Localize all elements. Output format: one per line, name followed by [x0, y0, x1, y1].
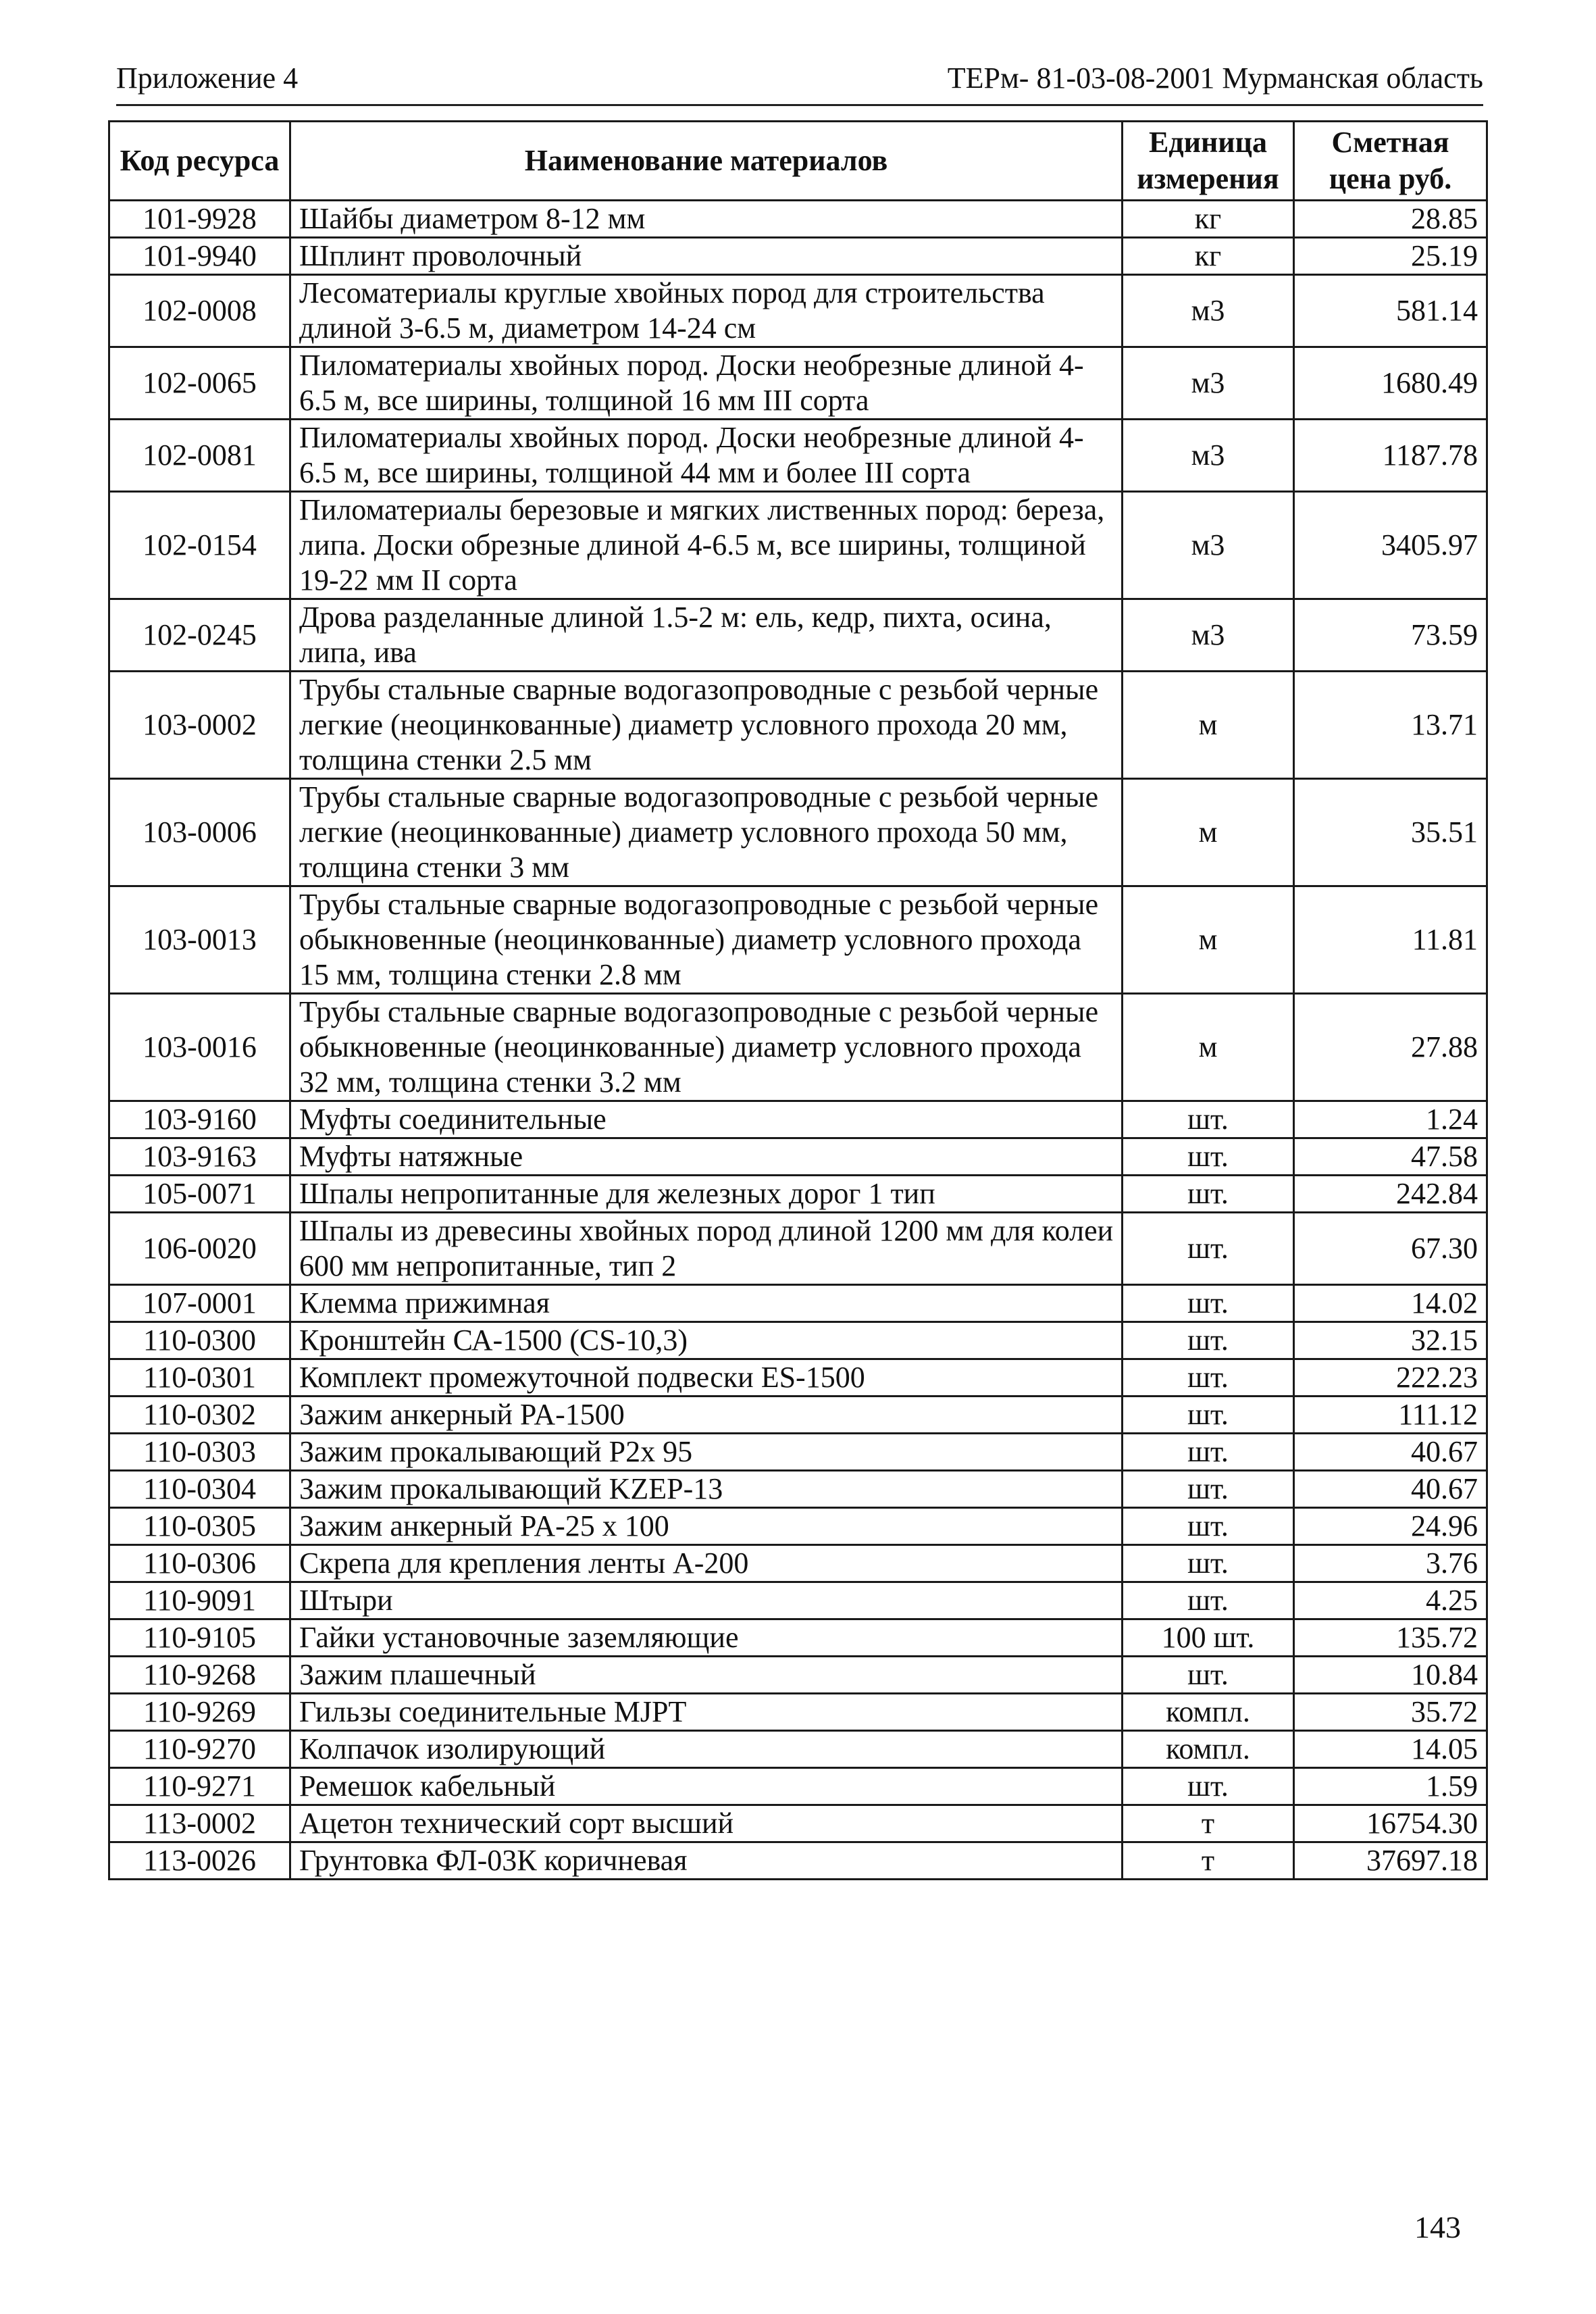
table-row [109, 1176, 1487, 1213]
table-row [109, 1285, 1487, 1322]
table-row [109, 1582, 1487, 1619]
unit-cell: м3 [1123, 420, 1294, 492]
unit-cell: м [1123, 672, 1294, 779]
table-row [109, 1397, 1487, 1434]
unit-cell: шт. [1123, 1285, 1294, 1322]
price-cell: 4.25 [1294, 1582, 1487, 1619]
price-cell: 40.67 [1294, 1434, 1487, 1471]
price-cell: 222.23 [1294, 1359, 1487, 1397]
unit-cell: компл. [1123, 1731, 1294, 1768]
unit-cell: т [1123, 1842, 1294, 1880]
unit-cell: шт. [1123, 1582, 1294, 1619]
unit-cell: шт. [1123, 1322, 1294, 1359]
material-name-cell: Зажим анкерный PA-25 x 100 [290, 1508, 1123, 1545]
resource-code-cell: 103-0016 [109, 994, 290, 1101]
material-name-cell: Гильзы соединительные MJPT [290, 1694, 1123, 1731]
material-name-cell: Колпачок изолирующий [290, 1731, 1123, 1768]
unit-cell: шт. [1123, 1138, 1294, 1176]
table-row [109, 886, 1487, 994]
price-cell: 28.85 [1294, 201, 1487, 238]
material-name-cell: Клемма прижимная [290, 1285, 1123, 1322]
resource-code-cell: 110-0302 [109, 1397, 290, 1434]
resource-code-cell: 110-9269 [109, 1694, 290, 1731]
table-row [109, 672, 1487, 779]
unit-cell: м [1123, 886, 1294, 994]
table-row [109, 1213, 1487, 1285]
table-row [109, 1805, 1487, 1842]
material-name-cell: Шплинт проволочный [290, 238, 1123, 275]
unit-cell: шт. [1123, 1768, 1294, 1805]
resource-code-cell: 113-0002 [109, 1805, 290, 1842]
unit-cell: шт. [1123, 1508, 1294, 1545]
resource-code-cell: 101-9928 [109, 201, 290, 238]
material-name-cell: Ремешок кабельный [290, 1768, 1123, 1805]
material-name-cell: Дрова разделанные длиной 1.5-2 м: ель, кедр, пихта, осина, липа, ива [290, 599, 1123, 672]
table-row [109, 1508, 1487, 1545]
table-row [109, 1619, 1487, 1657]
material-name-cell: Трубы стальные сварные водогазопроводные с резьбой черные легкие (неоцинкованные) диаметр условного прохода 50 мм, толщина стенки 3 мм [290, 779, 1123, 886]
document-title: ТЕРм- 81-03-08-2001 Мурманская область [947, 61, 1483, 95]
material-name-cell: Гайки установочные заземляющие [290, 1619, 1123, 1657]
appendix-label: Приложение 4 [116, 61, 299, 95]
resource-code-cell: 103-9163 [109, 1138, 290, 1176]
unit-cell: м3 [1123, 492, 1294, 599]
resource-code-cell: 110-0301 [109, 1359, 290, 1397]
material-name-cell: Комплект промежуточной подвески ES-1500 [290, 1359, 1123, 1397]
unit-cell: шт. [1123, 1545, 1294, 1582]
price-cell: 37697.18 [1294, 1842, 1487, 1880]
table-row [109, 1657, 1487, 1694]
unit-cell: шт. [1123, 1213, 1294, 1285]
resource-code-cell: 102-0245 [109, 599, 290, 672]
table-row [109, 1138, 1487, 1176]
unit-cell: 100 шт. [1123, 1619, 1294, 1657]
material-name-cell: Скрепа для крепления ленты А-200 [290, 1545, 1123, 1582]
material-name-cell: Лесоматериалы круглые хвойных пород для строительства длиной 3-6.5 м, диаметром 14-24 см [290, 275, 1123, 347]
unit-cell: компл. [1123, 1694, 1294, 1731]
column-header-name: Наименование материалов [290, 122, 1123, 201]
resource-code-cell: 102-0154 [109, 492, 290, 599]
material-name-cell: Шайбы диаметром 8-12 мм [290, 201, 1123, 238]
table-row [109, 1471, 1487, 1508]
unit-cell: м [1123, 779, 1294, 886]
resource-code-cell: 102-0065 [109, 347, 290, 420]
unit-cell: м3 [1123, 347, 1294, 420]
table-row [109, 1731, 1487, 1768]
resource-code-cell: 110-9268 [109, 1657, 290, 1694]
resource-code-cell: 110-9271 [109, 1768, 290, 1805]
price-cell: 1680.49 [1294, 347, 1487, 420]
resource-code-cell: 103-0006 [109, 779, 290, 886]
material-name-cell: Зажим прокалывающий KZEP-13 [290, 1471, 1123, 1508]
material-name-cell: Муфты натяжные [290, 1138, 1123, 1176]
resource-code-cell: 110-0306 [109, 1545, 290, 1582]
price-cell: 24.96 [1294, 1508, 1487, 1545]
unit-cell: м3 [1123, 599, 1294, 672]
table-row [109, 1842, 1487, 1880]
price-cell: 11.81 [1294, 886, 1487, 994]
resource-code-cell: 107-0001 [109, 1285, 290, 1322]
material-name-cell: Шпалы из древесины хвойных пород длиной 1200 мм для колеи 600 мм непропитанные, тип 2 [290, 1213, 1123, 1285]
price-cell: 35.51 [1294, 779, 1487, 886]
table-row [109, 1359, 1487, 1397]
resource-code-cell: 102-0008 [109, 275, 290, 347]
material-name-cell: Зажим анкерный PA-1500 [290, 1397, 1123, 1434]
price-cell: 1.59 [1294, 1768, 1487, 1805]
unit-cell: кг [1123, 201, 1294, 238]
resource-code-cell: 103-9160 [109, 1101, 290, 1138]
price-cell: 73.59 [1294, 599, 1487, 672]
column-header-code: Код ресурса [109, 122, 290, 201]
material-name-cell: Штыри [290, 1582, 1123, 1619]
table-row [109, 779, 1487, 886]
price-cell: 40.67 [1294, 1471, 1487, 1508]
resource-code-cell: 110-0303 [109, 1434, 290, 1471]
table-header-row [109, 122, 1487, 201]
unit-cell: м3 [1123, 275, 1294, 347]
material-name-cell: Зажим плашечный [290, 1657, 1123, 1694]
price-cell: 1187.78 [1294, 420, 1487, 492]
unit-cell: шт. [1123, 1397, 1294, 1434]
price-cell: 1.24 [1294, 1101, 1487, 1138]
unit-cell: т [1123, 1805, 1294, 1842]
unit-cell: кг [1123, 238, 1294, 275]
unit-cell: шт. [1123, 1657, 1294, 1694]
material-name-cell: Шпалы непропитанные для железных дорог 1 тип [290, 1176, 1123, 1213]
material-name-cell: Муфты соединительные [290, 1101, 1123, 1138]
table-row [109, 994, 1487, 1101]
page-number: 143 [1414, 2210, 1461, 2244]
materials-price-table [108, 120, 1488, 1880]
table-row [109, 275, 1487, 347]
resource-code-cell: 110-0300 [109, 1322, 290, 1359]
price-cell: 111.12 [1294, 1397, 1487, 1434]
unit-cell: шт. [1123, 1471, 1294, 1508]
price-cell: 581.14 [1294, 275, 1487, 347]
resource-code-cell: 113-0026 [109, 1842, 290, 1880]
price-cell: 47.58 [1294, 1138, 1487, 1176]
table-row [109, 1101, 1487, 1138]
unit-cell: м [1123, 994, 1294, 1101]
column-header-unit: Единица измерения [1123, 122, 1294, 201]
material-name-cell: Пиломатериалы хвойных пород. Доски необрезные длиной 4-6.5 м, все ширины, толщиной 16 мм III сорта [290, 347, 1123, 420]
resource-code-cell: 110-0305 [109, 1508, 290, 1545]
price-cell: 14.02 [1294, 1285, 1487, 1322]
material-name-cell: Пиломатериалы хвойных пород. Доски необрезные длиной 4-6.5 м, все ширины, толщиной 44 мм и более III сорта [290, 420, 1123, 492]
table-row [109, 1768, 1487, 1805]
price-cell: 14.05 [1294, 1731, 1487, 1768]
resource-code-cell: 106-0020 [109, 1213, 290, 1285]
material-name-cell: Ацетон технический сорт высший [290, 1805, 1123, 1842]
material-name-cell: Трубы стальные сварные водогазопроводные с резьбой черные обыкновенные (неоцинкованные) диаметр условного прохода 15 мм, толщина стенки 2.8 мм [290, 886, 1123, 994]
unit-cell: шт. [1123, 1176, 1294, 1213]
price-cell: 27.88 [1294, 994, 1487, 1101]
price-cell: 67.30 [1294, 1213, 1487, 1285]
material-name-cell: Пиломатериалы березовые и мягких лиственных пород: береза, липа. Доски обрезные длиной 4-6.5 м, все ширины, толщиной 19-22 мм II сорта [290, 492, 1123, 599]
price-cell: 242.84 [1294, 1176, 1487, 1213]
page-header [116, 57, 1483, 106]
material-name-cell: Трубы стальные сварные водогазопроводные с резьбой черные обыкновенные (неоцинкованные) диаметр условного прохода 32 мм, толщина стенки 3.2 мм [290, 994, 1123, 1101]
resource-code-cell: 103-0002 [109, 672, 290, 779]
unit-cell: шт. [1123, 1434, 1294, 1471]
unit-cell: шт. [1123, 1101, 1294, 1138]
table-row [109, 347, 1487, 420]
material-name-cell: Грунтовка ФЛ-03К коричневая [290, 1842, 1123, 1880]
resource-code-cell: 103-0013 [109, 886, 290, 994]
unit-cell: шт. [1123, 1359, 1294, 1397]
price-cell: 32.15 [1294, 1322, 1487, 1359]
price-cell: 135.72 [1294, 1619, 1487, 1657]
table-row [109, 599, 1487, 672]
table-row [109, 420, 1487, 492]
table-row [109, 1434, 1487, 1471]
price-cell: 13.71 [1294, 672, 1487, 779]
table-row [109, 1322, 1487, 1359]
column-header-price: Сметная цена руб. [1294, 122, 1487, 201]
resource-code-cell: 102-0081 [109, 420, 290, 492]
price-cell: 35.72 [1294, 1694, 1487, 1731]
resource-code-cell: 110-9091 [109, 1582, 290, 1619]
material-name-cell: Трубы стальные сварные водогазопроводные с резьбой черные легкие (неоцинкованные) диаметр условного прохода 20 мм, толщина стенки 2.5 мм [290, 672, 1123, 779]
table-body [109, 201, 1487, 1880]
table-row [109, 1545, 1487, 1582]
price-cell: 3.76 [1294, 1545, 1487, 1582]
price-cell: 3405.97 [1294, 492, 1487, 599]
resource-code-cell: 110-0304 [109, 1471, 290, 1508]
table-row [109, 492, 1487, 599]
price-cell: 16754.30 [1294, 1805, 1487, 1842]
price-cell: 10.84 [1294, 1657, 1487, 1694]
material-name-cell: Зажим прокалывающий P2x 95 [290, 1434, 1123, 1471]
price-cell: 25.19 [1294, 238, 1487, 275]
resource-code-cell: 110-9270 [109, 1731, 290, 1768]
material-name-cell: Кронштейн СА-1500 (CS-10,3) [290, 1322, 1123, 1359]
table-row [109, 238, 1487, 275]
table-row [109, 201, 1487, 238]
resource-code-cell: 110-9105 [109, 1619, 290, 1657]
resource-code-cell: 101-9940 [109, 238, 290, 275]
table-row [109, 1694, 1487, 1731]
resource-code-cell: 105-0071 [109, 1176, 290, 1213]
